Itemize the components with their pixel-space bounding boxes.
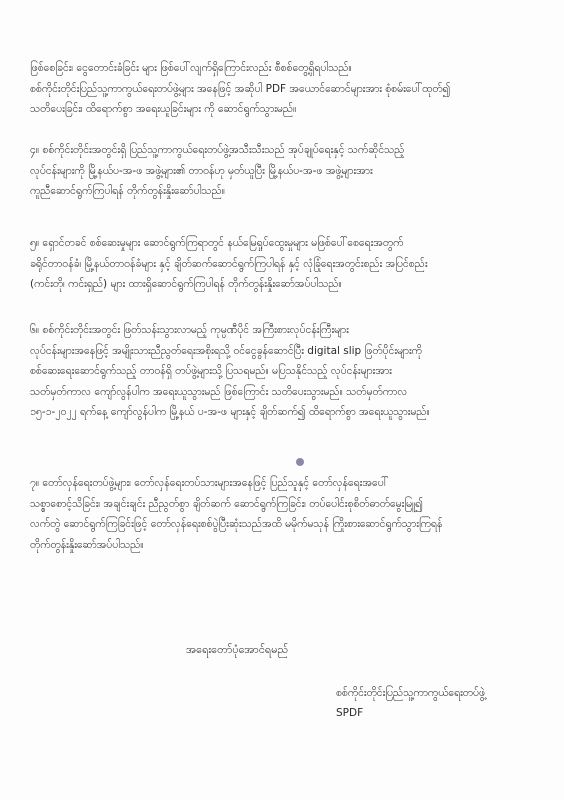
issuing-organization: စစ်ကိုင်းတိုင်းပြည်သူ့ကာကွယ်ရေးတပ်ဖွဲ့ xyxy=(336,687,486,699)
text-line: သစ္စာစောင့်သိခြင်း၊ အချင်းချင်း ညီညွတ်စွာ ချိတ်ဆက် ဆောင်ရွက်ကြခြင်း၊ တပ်ပေါင်းစုစိတ်ဓာတ်မွေးမြူ၍ xyxy=(30,497,423,510)
text-line: လုပ်ငန်းများအနေဖြင့် အမျိုးသားညီညွတ်ရေးအစိုးရသို့ ဝင်ငွေခွန်ဆောင်ပြီး digital slip ဖြတ်ပိုင်းများကို xyxy=(30,344,422,357)
ink-dot xyxy=(296,458,304,466)
text-line: တိုက်တွန်းနှိုးဆော်အပ်ပါသည်။ xyxy=(30,538,144,551)
text-line: သတ်မှတ်ကာလ ကျော်လွန်ပါက အရေးယူသွားမည် ဖြစ်ကြောင်း သတိပေးသွားမည်။ သတ်မှတ်ကာလ xyxy=(30,385,408,398)
text-line: ၄။ စစ်ကိုင်းတိုင်းအတွင်းရှိ ပြည်သူ့ကာကွယ်ရေးတပ်ဖွဲ့အသီးသီးသည် အုပ်ချုပ်ရေးနှင့် သက်ဆိုင်သည့် xyxy=(30,144,405,156)
text-line: စစ်ဆေးရေးဆောင်ရွက်သည့် တာဝန်ရှိ တပ်ဖွဲ့များသို့ ပြသရမည်။ မပြသနိုင်သည့် လုပ်ငန်းများအား xyxy=(30,365,392,377)
text-line: ၇။ တော်လှန်ရေးတပ်ဖွဲ့များ၊ တော်လှန်ရေးတပ်သားများအနေဖြင့် ပြည်သူနှင့် တော်လှန်ရေးအပေါ် xyxy=(30,477,389,489)
text-line: လုပ်ငန်းများကို မြို့နယ်ပ-အ-ဖ အဖွဲ့များ၏ တာဝန်ဟု မှတ်ယူပြီး မြို့နယ်ပ-အ-ဖ အဖွဲ့များအား xyxy=(30,164,373,177)
text-line: လက်တွဲ ဆောင်ရွက်ကြခြင်းဖြင့် တော်လှန်ရေးစစ်ပွဲပြီးဆုံးသည်အထိ မမိုက်မသုန် ကြိုးစားဆောင်ရွက်သွားကြရန် xyxy=(30,518,443,530)
text-line: ဖြစ်စေခြင်း၊ ငွေတောင်းခံခြင်း များ ဖြစ်ပေါ်လျက်ရှိကြောင်းလည်း စီစစ်တွေ့ရှိရပါသည်။ xyxy=(30,62,352,74)
text-line: ၁၅-၁-၂၀၂၂ ရက်နေ့ ကျော်လွန်ပါက မြို့နယ် ပ-အ-ဖ များနှင့် ချိတ်ဆက်၍ ထိရောက်စွာ အရေးယူသွားမည်။ xyxy=(30,406,430,418)
organization-abbreviation: SPDF xyxy=(336,707,364,719)
paragraph-7 xyxy=(30,473,536,555)
paragraph-6 xyxy=(30,320,536,423)
text-line: စစ်ကိုင်းတိုင်းပြည်သူ့ကာကွယ်ရေးတပ်ဖွဲ့များ အနေဖြင့် အဆိုပါ PDF အယောင်ဆောင်များအား စုံစမ်းပေါ်ထုတ်၍ xyxy=(30,82,451,95)
text-line: (ကင်းတို၊ ကင်းရှည်) များ ထားရှိဆောင်ရွက်ကြပါရန် တိုက်တွန်းနှိုးဆော်အပ်ပါသည်။ xyxy=(30,278,342,290)
closing-slogan: အရေးတော်ပုံအောင်ရမည် xyxy=(186,643,289,656)
paragraph-continuation xyxy=(30,58,536,120)
text-line: ၆။ စစ်ကိုင်းတိုင်းအတွင်း ဖြတ်သန်းသွားလာမည့် ကုမ္ပဏီပိုင် အကြီးစားလုပ်ငန်းကြီးများ xyxy=(30,324,349,336)
text-line: သတိပေးခြင်း၊ ထိရောက်စွာ အရေးယူခြင်းများ ကို ဆောင်ရွက်သွားမည်။ xyxy=(30,103,297,115)
paragraph-5 xyxy=(30,233,536,295)
text-line: ကူညီဆောင်ရွက်ကြပါရန် တိုက်တွန်းနှိုးဆော်ပါသည်။ xyxy=(30,185,225,197)
text-line: ခရိုင်တာဝန်ခံ၊ မြို့နယ်တာဝန်ခံများ နှင့် ချိတ်ဆက်ဆောင်ရွက်ကြပါရန် နှင့် လုံခြုံရေးအတွင်းစည်း အပြင်စည်း xyxy=(30,257,428,270)
paragraph-4 xyxy=(30,140,536,202)
text-line: ၅။ ရှောင်တခင် စစ်ဆေးမှုများ ဆောင်ရွက်ကြရာတွင် နယ်မြေရှုပ်ထွေးမှုများ မဖြစ်ပေါ်စေရေးအတွက် xyxy=(30,237,404,249)
